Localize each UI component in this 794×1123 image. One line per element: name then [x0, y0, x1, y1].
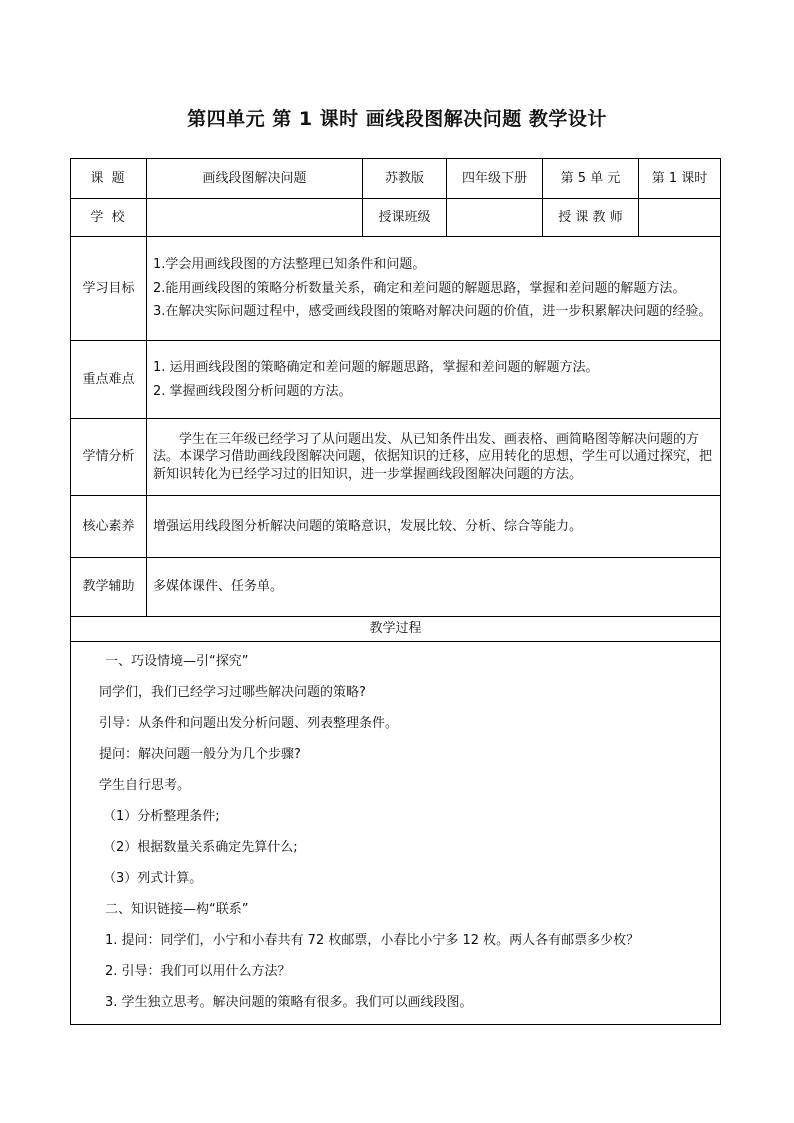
row-process-header: [71, 617, 721, 642]
process-line: （2）根据数量关系确定先算什么;: [103, 840, 298, 855]
class-label: 授课班级: [363, 199, 447, 237]
key-point-item: 2. 掌握画线段图分析问题的方法。: [153, 383, 352, 399]
process-line: 同学们，我们已经学习过哪些解决问题的策略?: [99, 685, 366, 700]
row-objectives: [71, 237, 721, 341]
process-line: 1. 提问：同学们，小宁和小春共有 72 枚邮票，小春比小宁多 12 枚。两人各有邮票多少枚？: [105, 933, 640, 948]
key-point-item: 1. 运用画线段图的策略确定和差问题的解题思路，掌握和差问题的解题方法。: [153, 359, 599, 375]
core-text: 增强运用线段图分析解决问题的策略意识，发展比较、分析、综合等能力。: [147, 496, 721, 558]
process-content: [71, 642, 721, 1025]
objectives-content: [147, 237, 721, 341]
process-line: 2. 引导：我们可以用什么方法？: [105, 964, 291, 979]
analysis-label: 学情分析: [71, 419, 147, 496]
key-points-label: 重点难点: [71, 341, 147, 419]
process-line: 3. 学生独立思考。解决问题的策略有很多。我们可以画线段图。: [105, 995, 473, 1010]
page-title: 第四单元 第 1 课时 画线段图解决问题 教学设计: [187, 108, 607, 130]
process-line: 学生自行思考。: [99, 778, 191, 793]
process-line: 二、知识链接—构“联系”: [105, 902, 249, 917]
objectives-label: 学习目标: [71, 237, 147, 341]
topic-value: 画线段图解决问题: [147, 159, 363, 199]
aids-label: 教学辅助: [71, 558, 147, 617]
row-key-points: [71, 341, 721, 419]
publisher-value: 苏教版: [363, 159, 447, 199]
lesson-plan-table: [70, 158, 721, 1025]
analysis-text: 学生在三年级已经学习了从问题出发、从已知条件出发、画表格、画简略图等解决问题的方法。本课学习借助画线段图解决问题，依据知识的迁移，应用转化的思想，学生可以通过探究，把新知识转化为已经学习过的旧知识，进一步掌握画线段图解决问题的方法。: [147, 419, 721, 496]
class-value: [447, 199, 543, 237]
lesson-value: 第 1 课时: [639, 159, 721, 199]
row-school: [71, 199, 721, 237]
core-label: 核心素养: [71, 496, 147, 558]
unit-value: 第 5 单 元: [543, 159, 639, 199]
objective-item: 1.学会用画线段图的方法整理已知条件和问题。: [153, 257, 426, 273]
teacher-label: 授 课 教 师: [543, 199, 639, 237]
school-value: [147, 199, 363, 237]
process-header: 教学过程: [71, 617, 721, 642]
row-process-content: [71, 642, 721, 1025]
row-aids: [71, 558, 721, 617]
process-line: （3）列式计算。: [103, 871, 203, 886]
row-core: [71, 496, 721, 558]
teacher-value: [639, 199, 721, 237]
grade-value: 四年级下册: [447, 159, 543, 199]
process-line: （1）分析整理条件;: [103, 809, 220, 824]
key-points-content: [147, 341, 721, 419]
row-analysis: [71, 419, 721, 496]
process-line: 一、巧设情境—引“探究”: [105, 654, 249, 669]
objective-item: 2.能用画线段图的策略分析数量关系，确定和差问题的解题思路，掌握和差问题的解题方法。: [153, 280, 686, 296]
process-line: 提问：解决问题一般分为几个步骤?: [99, 747, 301, 762]
topic-label: 课 题: [71, 159, 147, 199]
process-line: 引导：从条件和问题出发分析问题、列表整理条件。: [99, 716, 399, 731]
school-label: 学 校: [71, 199, 147, 237]
aids-text: 多媒体课件、任务单。: [147, 558, 721, 617]
row-topic: [71, 159, 721, 199]
objective-item: 3.在解决实际问题过程中，感受画线段图的策略对解决问题的价值，进一步积累解决问题的经验。: [153, 304, 712, 320]
